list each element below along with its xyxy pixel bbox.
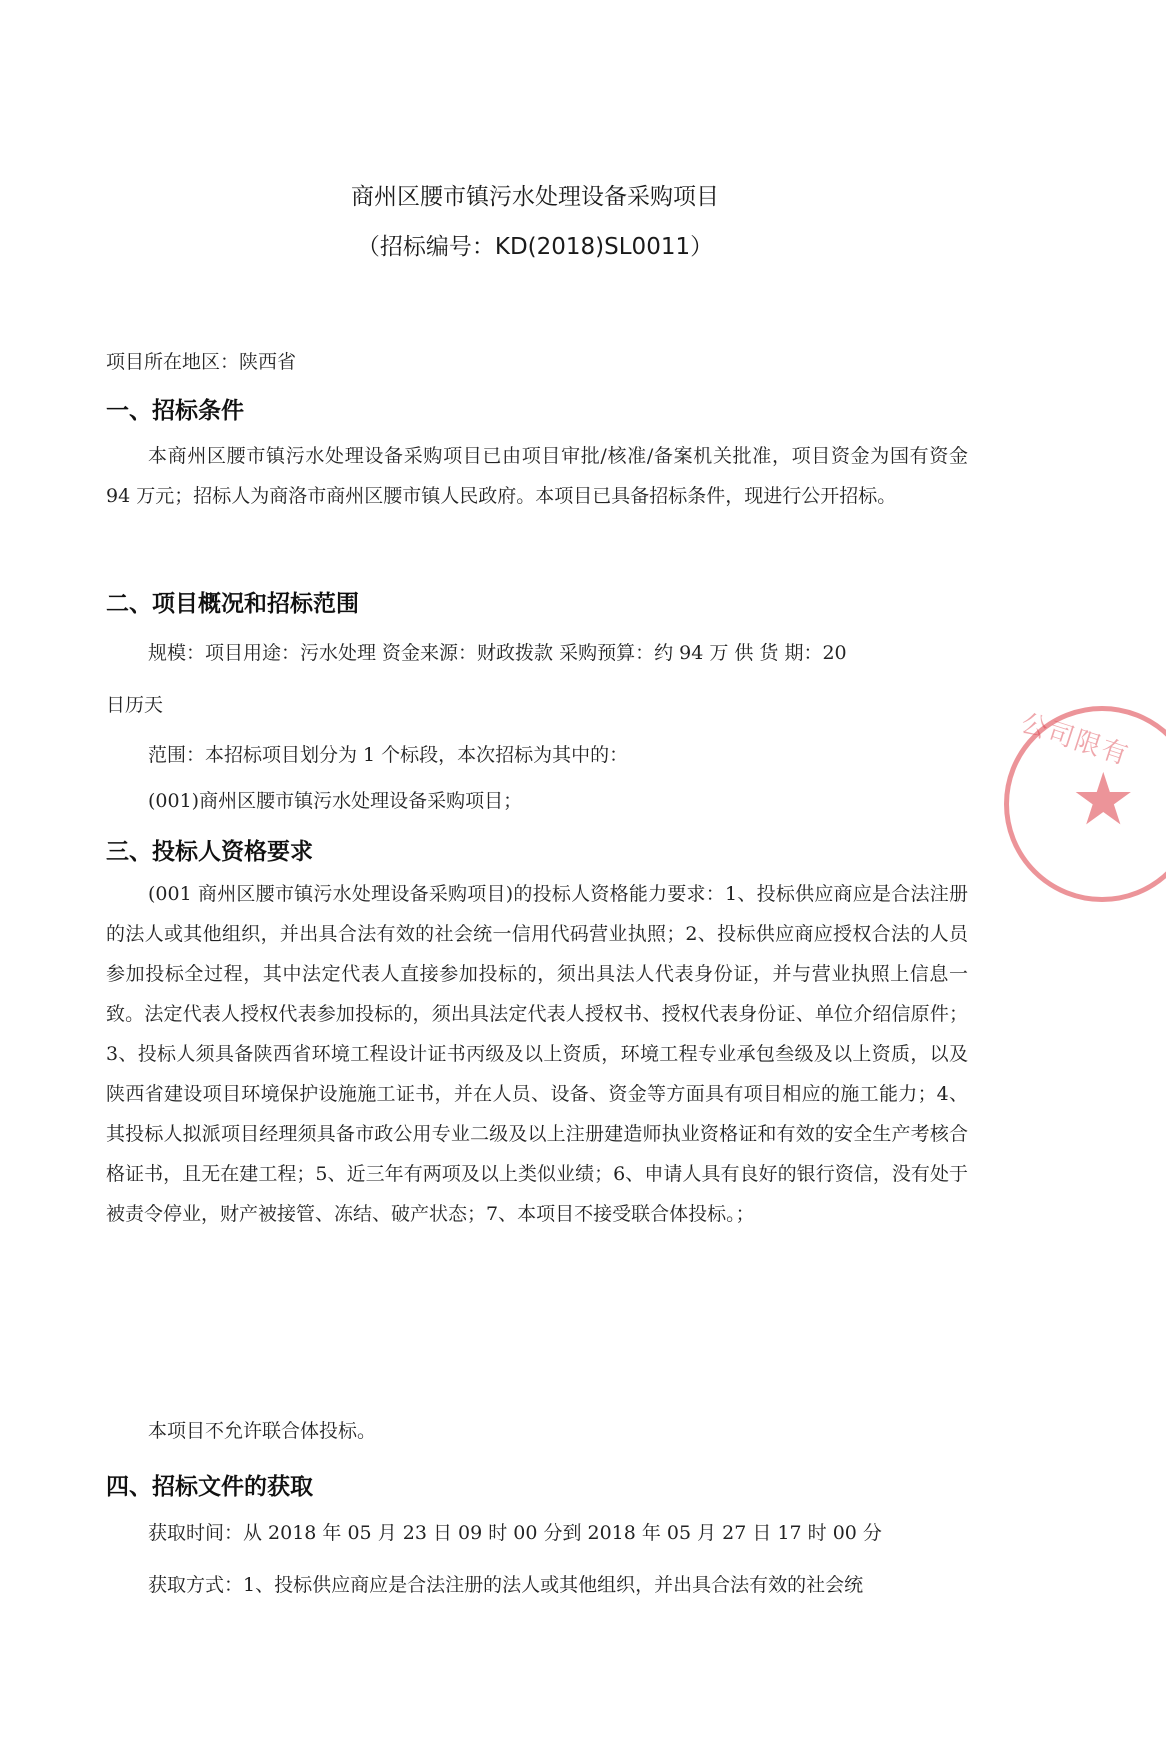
section-2-scope: 范围：本招标项目划分为 1 个标段，本次招标为其中的： (148, 744, 629, 766)
section-2-item: (001)商州区腰市镇污水处理设备采购项目； (148, 790, 523, 812)
section-3-note: 本项目不允许联合体投标。 (148, 1420, 377, 1442)
company-seal-stamp (1004, 706, 1166, 902)
section-3-body: (001 商州区腰市镇污水处理设备采购项目)的投标人资格能力要求：1、投标供应商应是合法注册的法人或其他组织，并出具合法有效的社会统一信用代码营业执照；2、投标供应商应授权合法的人员参加投标全过程，其中法定代表人直接参加投标的，须出具法人代表身份证，并与营业执照上信息一致。法定代表人授权代表参加投标的，须出具法定代表人授权书、授权代表身份证、单位介绍信原件；3、投标人须具备陕西省环境工程设计证书丙级及以上资质，环境工程专业承包叁级及以上资质，以及陕西省建设项目环境保护设施施工证书，并在人员、设备、资金等方面具有项目相应的施工能力；4、其投标人拟派项目经理须具备市政公用专业二级及以上注册建造师执业资格证和有效的安全生产考核合格证书，且无在建工程；5、近三年有两项及以上类似业绩；6、申请人具有良好的银行资信，没有处于被责令停业，财产被接管、冻结、破产状态；7、本项目不接受联合体投标。； (106, 883, 968, 1225)
section-1-body: 本商州区腰市镇污水处理设备采购项目已由项目审批/核准/备案机关批准，项目资金为国有资金 94 万元；招标人为商洛市商州区腰市镇人民政府。本项目已具备招标条件，现进行公开招标。 (106, 445, 968, 507)
section-heading-2: 二、项目概况和招标范围 (106, 591, 359, 617)
section-heading-4: 四、招标文件的获取 (106, 1474, 313, 1500)
section-2-scale-cont: 日历天 (106, 694, 164, 716)
section-2-scale: 规模：项目用途：污水处理 资金来源：财政拨款 采购预算：约 94 万 供 货 期：20 (148, 642, 847, 664)
section-4-method: 获取方式：1、投标供应商应是合法注册的法人或其他组织，并出具合法有效的社会统 (148, 1574, 864, 1596)
seal-ring-text: 公司限有 (1017, 708, 1134, 772)
section-heading-3: 三、投标人资格要求 (106, 839, 313, 865)
project-region: 项目所在地区：陕西省 (106, 351, 297, 373)
section-4-time: 获取时间：从 2018 年 05 月 23 日 09 时 00 分到 2018 年 05 月 27 日 17 时 00 分 (148, 1522, 882, 1544)
section-heading-1: 一、招标条件 (106, 398, 244, 424)
document-title: 商州区腰市镇污水处理设备采购项目 (351, 184, 719, 210)
seal-star-icon: ★ (1071, 757, 1136, 841)
bid-number: （招标编号：KD(2018)SL0011） (356, 234, 714, 260)
